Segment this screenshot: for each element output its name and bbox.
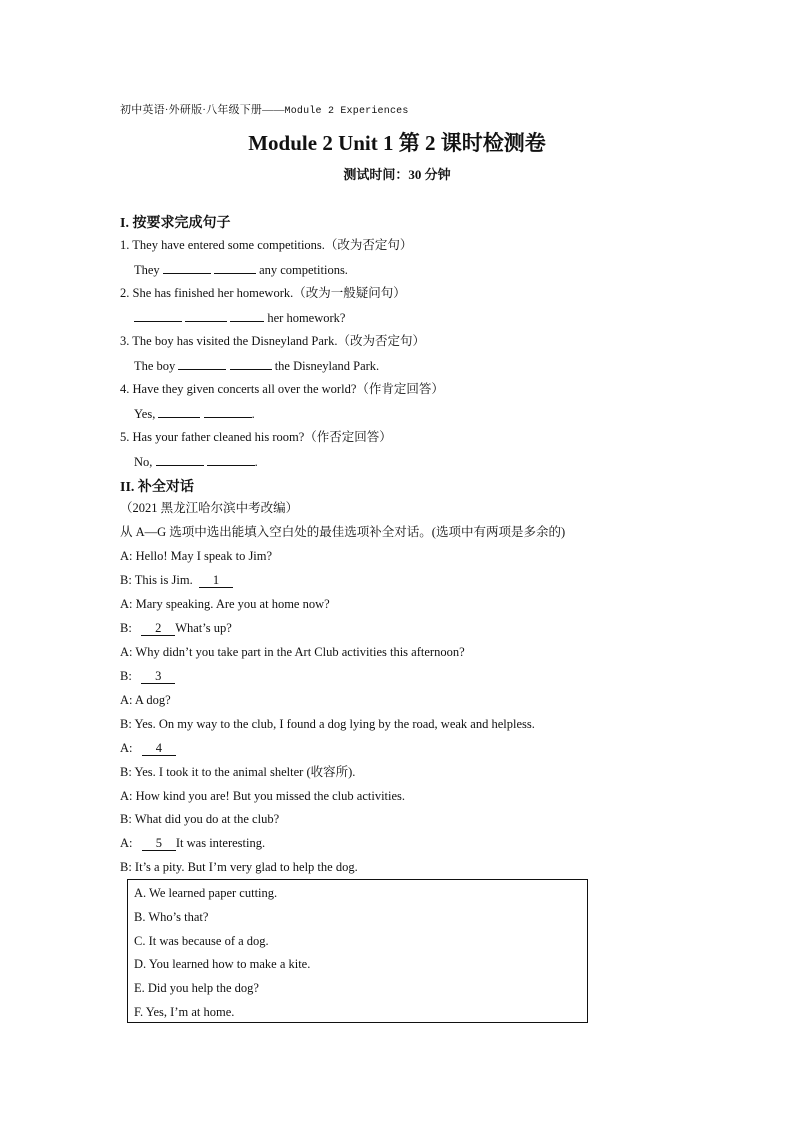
answer-blank[interactable]: [156, 453, 204, 466]
dialogue-line: B: What did you do at the club?: [120, 812, 280, 826]
answer-blank[interactable]: [230, 309, 264, 322]
dialogue-line: A: How kind you are! But you missed the club activities.: [120, 789, 406, 803]
blank-number[interactable]: 4: [142, 741, 176, 756]
answer-blank[interactable]: [214, 261, 256, 274]
question-4-prompt: 4. Have they given concerts all over the world?（作肯定回答）: [120, 382, 444, 396]
options-box: [127, 879, 588, 1023]
question-5-answer: No, .: [134, 455, 258, 469]
test-time: 测试时间：30 分钟: [343, 167, 451, 182]
question-1-prompt: 1. They have entered some competitions.（改为否定句）: [120, 238, 413, 252]
question-2-answer: her homework?: [134, 309, 345, 326]
answer-blank[interactable]: [178, 357, 226, 370]
breadcrumb-cn: 初中英语·外研版·八年级下册——: [120, 104, 285, 116]
dialogue-line: B: It’s a pity. But I’m very glad to help the dog.: [120, 860, 358, 874]
page-title: Module 2 Unit 1 第 2 课时检测卷: [248, 131, 546, 155]
answer-blank[interactable]: [134, 309, 182, 322]
answer-blank[interactable]: [158, 405, 200, 418]
dialogue-line: A: A dog?: [120, 693, 171, 707]
question-5-prompt: 5. Has your father cleaned his room?（作否定回答）: [120, 430, 392, 444]
dialogue-line: B: 3: [120, 668, 175, 684]
dialogue-line: B: 2 What’s up?: [120, 621, 232, 635]
option-c: C. It was because of a dog.: [134, 934, 269, 948]
question-3-answer: The boy the Disneyland Park.: [134, 359, 380, 373]
dialogue-line: A: Mary speaking. Are you at home now?: [120, 597, 330, 611]
option-d: D. You learned how to make a kite.: [134, 957, 311, 971]
breadcrumb: [120, 101, 409, 117]
question-3-prompt: 3. The boy has visited the Disneyland Park.（改为否定句）: [120, 334, 425, 348]
question-4-answer: Yes, .: [134, 407, 255, 421]
dialogue-line: B: Yes. I took it to the animal shelter (收容所).: [120, 765, 356, 779]
breadcrumb-en: Module 2 Experiences: [284, 106, 409, 117]
blank-number[interactable]: 2: [141, 621, 175, 636]
section-2-source: （2021 黑龙江哈尔滨中考改编）: [120, 501, 299, 515]
dialogue-line: A: 5 It was interesting.: [120, 836, 266, 850]
answer-blank[interactable]: [230, 357, 272, 370]
dialogue-line: A: Hello! May I speak to Jim?: [120, 549, 273, 563]
blank-number[interactable]: 1: [199, 573, 233, 588]
dialogue-line: B: This is Jim. 1: [120, 572, 233, 588]
section-2-heading: II. 补全对话: [120, 480, 194, 495]
section-1-heading: I. 按要求完成句子: [120, 216, 231, 231]
dialogue-line: A: 4: [120, 740, 176, 756]
option-e: E. Did you help the dog?: [134, 981, 259, 995]
answer-blank[interactable]: [204, 405, 252, 418]
blank-number[interactable]: 3: [141, 669, 175, 684]
option-b: B. Who’s that?: [134, 910, 209, 924]
answer-blank[interactable]: [207, 453, 255, 466]
section-2-instruction: 从 A—G 选项中选出能填入空白处的最佳选项补全对话。(选项中有两项是多余的): [120, 525, 566, 539]
dialogue-line: A: Why didn’t you take part in the Art Club activities this afternoon?: [120, 645, 465, 659]
dialogue-line: B: Yes. On my way to the club, I found a dog lying by the road, weak and helpless.: [120, 717, 535, 731]
question-2-prompt: 2. She has finished her homework.（改为一般疑问句）: [120, 286, 406, 300]
option-f: F. Yes, I’m at home.: [134, 1005, 235, 1019]
answer-blank[interactable]: [163, 261, 211, 274]
question-1-answer: They any competitions.: [134, 263, 348, 277]
answer-blank[interactable]: [185, 309, 227, 322]
blank-number[interactable]: 5: [142, 836, 176, 851]
option-a: A. We learned paper cutting.: [134, 886, 278, 900]
